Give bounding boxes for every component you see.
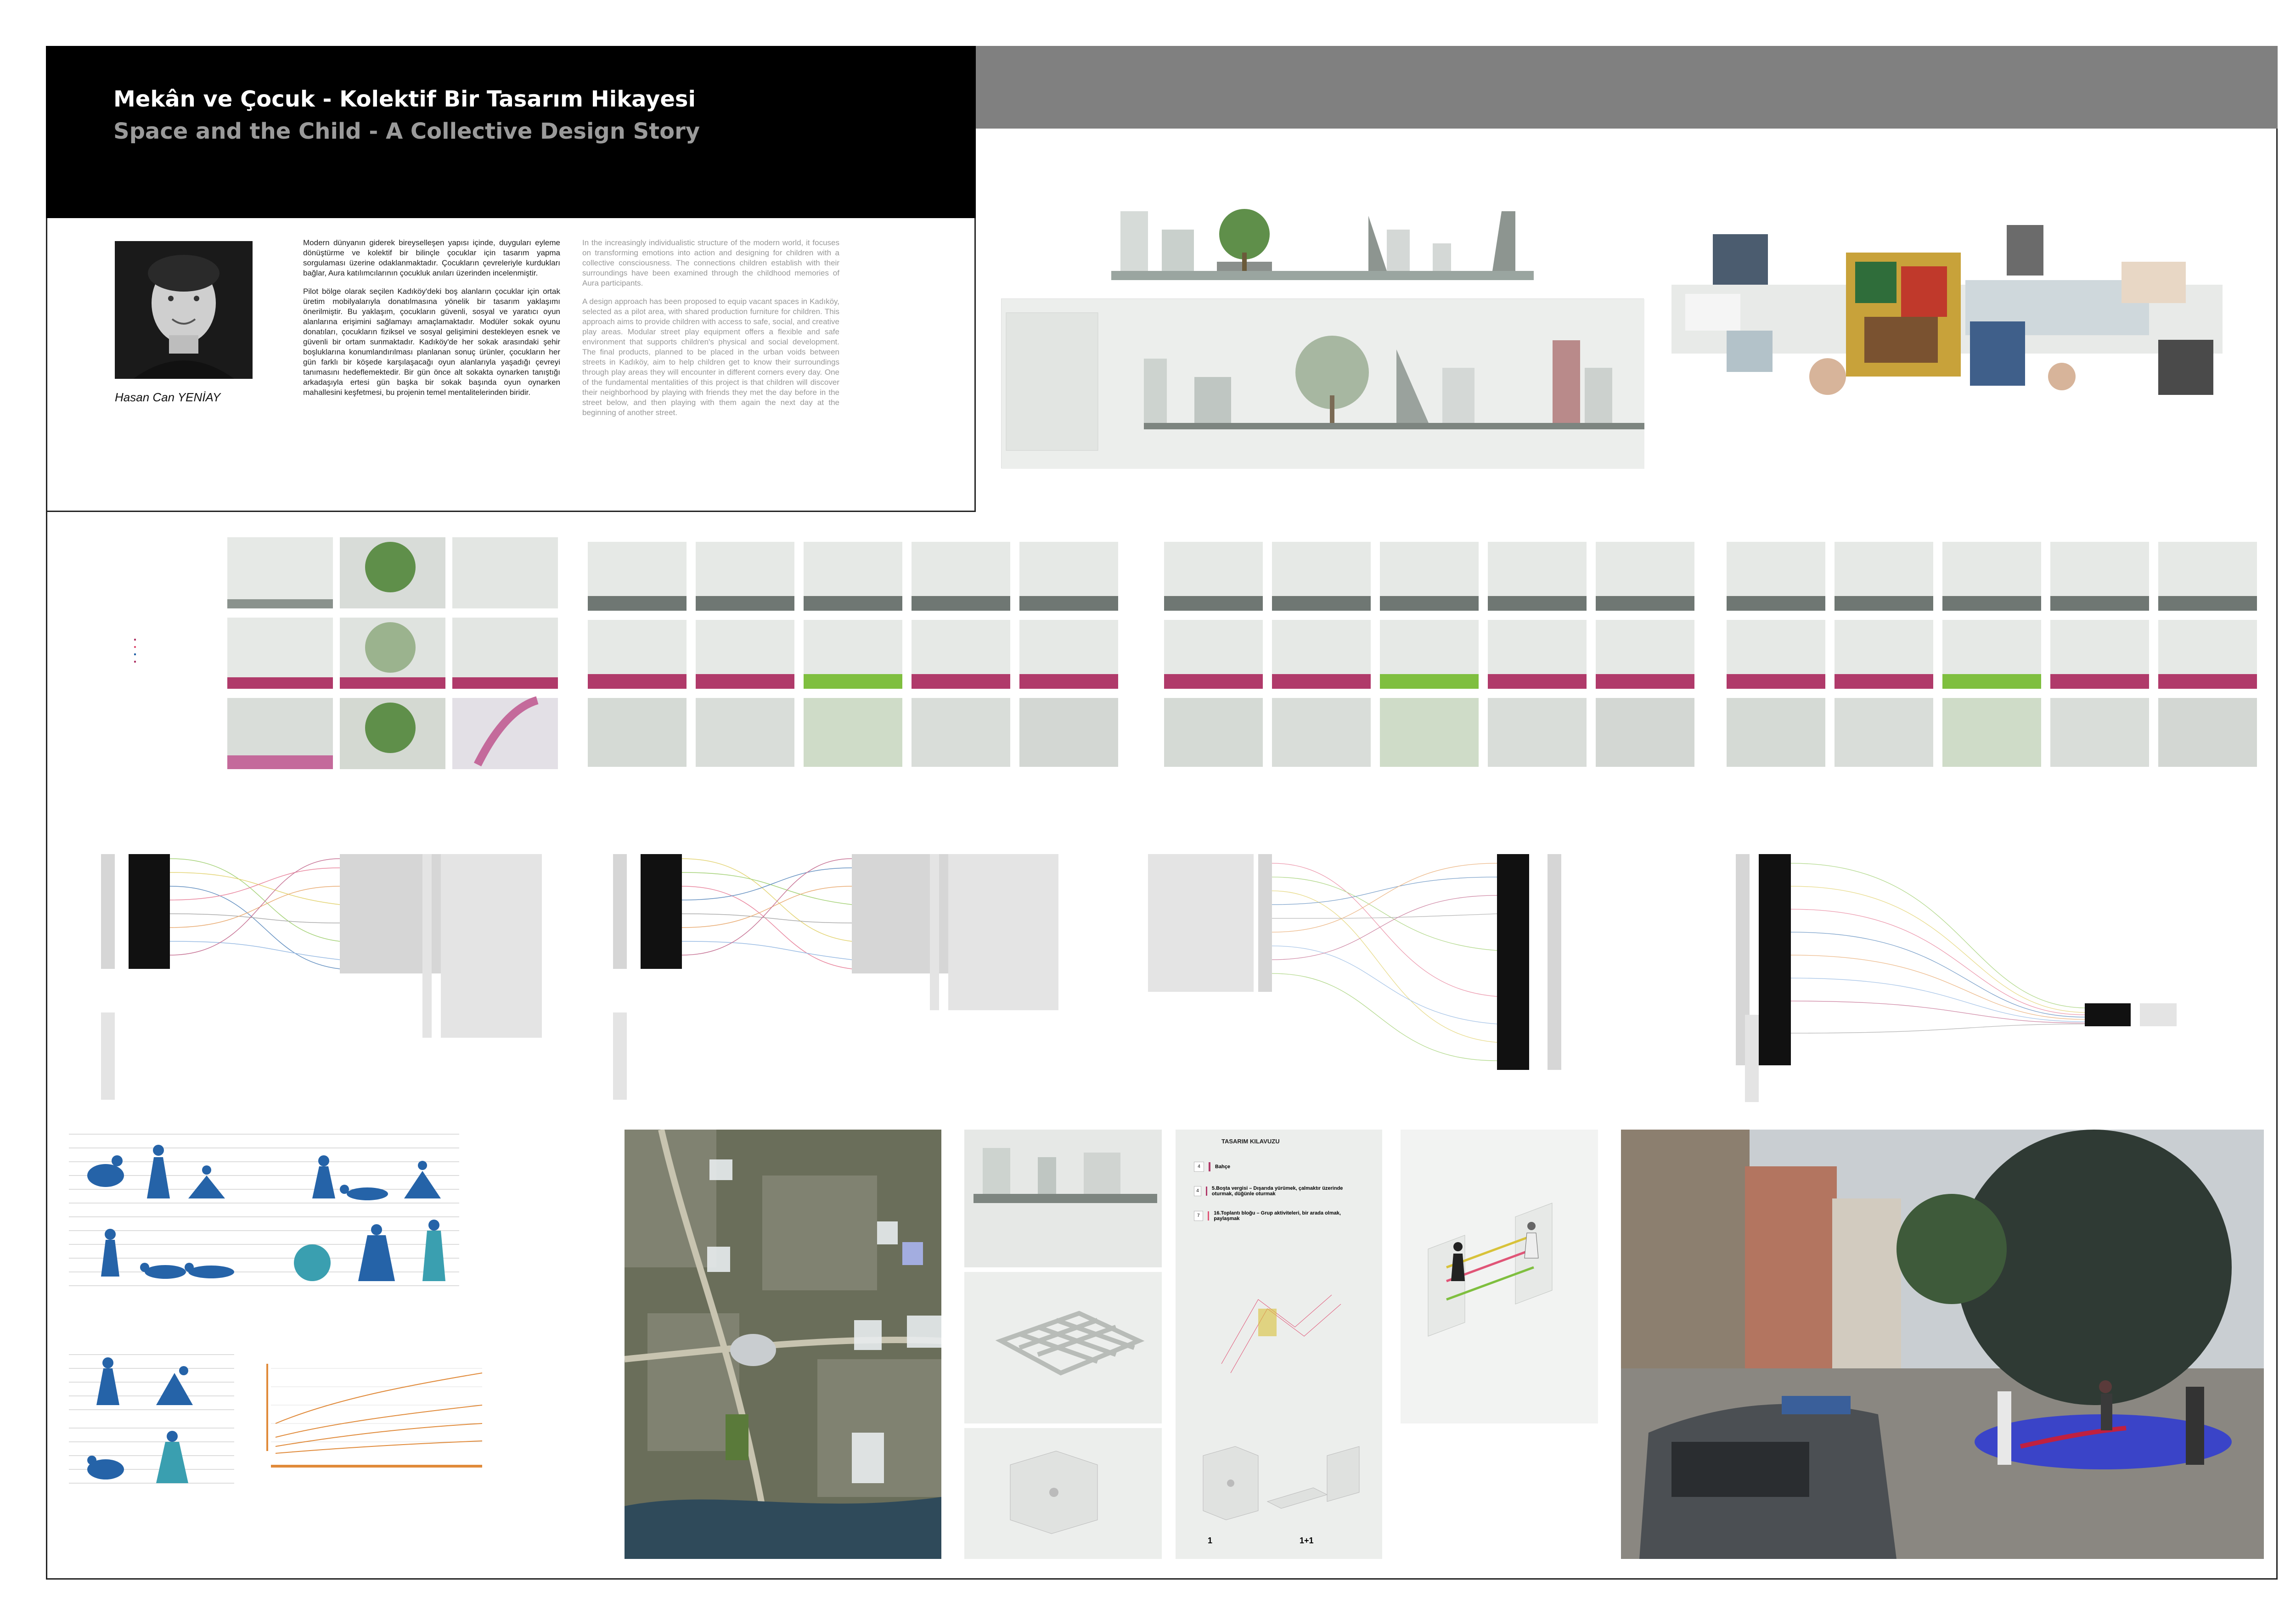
storyboard-group-2 <box>588 542 1127 769</box>
module-label-one-plus-one: 1+1 <box>1300 1536 1314 1545</box>
text-turkish <box>303 238 560 406</box>
storyboard-group-3 <box>1164 542 1704 769</box>
pose-figures-panel <box>55 1130 606 1313</box>
pose-figures-panel-2 <box>69 1350 234 1492</box>
mapping-diagram-4 <box>1736 849 2213 1102</box>
title-turkish: Mekân ve Çocuk - Kolektif Bir Tasarım Hikayesi <box>113 86 696 112</box>
guide-item-number: 4 <box>1194 1162 1204 1172</box>
street-section-small <box>1111 202 1534 285</box>
module-elevation <box>964 1130 1162 1267</box>
mapping-diagram-1 <box>101 849 560 1102</box>
module-grid <box>964 1272 1162 1423</box>
author-name: Hasan Can YENİAY <box>115 390 221 404</box>
text-tr-paragraph-2: Pilot bölge olarak seçilen Kadıköy'deki boş alanların çocuklar için ortak üretim mobilyalarıyla donatılmasına yönelik bir tasarım yaklaşımı önerilmiştir. Bu yaklaşım, çocukların güvenli, sosyal ve yaratıcı oyun alanlarına erişimini sağlamayı amaçlamaktadır. Modüler sokak oyunu donatıları, çocukların fiziksel ve sosyal gelişimini destekleyen esnek ve güvenli bir ortam sunmaktadır. Kadıköy'de her sokak arasındaki şehir boşluklarına konumlandırılması planlanan sonuç ürünler, çocukların her gün farklı bir köşede karşılaşacağı oyun alanlarıyla yaşadığı çevreyi tanımasını hedeflemektedir. Bir gün önce alt sokakta oynarken tanıştığı arkadaşıyla ertesi gün başka bir sokak başında oyun oynarken mahallesini keşfetmesi, bu projenin temel mentalitelerinden biridir. <box>303 287 560 397</box>
workshop-collage <box>1671 225 2223 418</box>
text-english <box>582 238 839 426</box>
mapping-diagram-3 <box>1148 849 1584 1070</box>
text-en-paragraph-2: A design approach has been proposed to equip vacant spaces in Kadıköy, selected as a pilot area, with shared production furniture for children. This approach aims to provide children with access to safe, social, and creative play areas. Modular street play equipment offers a flexible and safe environment that supports children's physical and social development. The final products, planned to be placed in the urban voids between streets in Kadıköy, aim to help children get to know their surroundings through play areas they will encounter in different corners every day. One of the fundamental mentalities of this project is that children will discover their neighborhood by playing with friends they met the day before in the street below, and then playing with them again the next day at the beginning of another street. <box>582 297 839 417</box>
guide-item-text: 16.Toplantı bloğu – Grup aktiviteleri, bir arada olmak, paylaşmak <box>1214 1210 1341 1221</box>
design-guide-item <box>1194 1210 1350 1221</box>
text-en-paragraph-1: In the increasingly individualistic structure of the modern world, it focuses on transforming emotions into action and designing for children with a collective consciousness. The connections children establish with their surroundings have been examined through the childhood memories of Aura participants. <box>582 238 839 287</box>
storyboard-group-4 <box>1727 542 2266 769</box>
guide-item-number: 4 <box>1194 1186 1201 1196</box>
street-section-large <box>1001 298 1644 468</box>
growth-chart <box>262 1359 537 1538</box>
guide-item-number: 7 <box>1194 1211 1203 1221</box>
design-guide-item <box>1194 1186 1350 1197</box>
design-guide-list <box>1194 1162 1350 1235</box>
design-guide-title: TASARIM KILAVUZU <box>1221 1138 1280 1145</box>
module-unit <box>964 1428 1162 1559</box>
text-tr-paragraph-1: Modern dünyanın giderek bireyselleşen yapısı içinde, duyguları eyleme dönüştürme ve kolektif bir bilinçle çocuklar için tasarım yapma sorgulaması üzerine odaklanmaktadır. Çocukların çevreleriyle kurdukları bağlar, Aura katılımcılarının çocukluk anıları üzerinden incelenmiştir. <box>303 238 560 277</box>
guide-item-marker <box>1208 1211 1210 1221</box>
aerial-map <box>625 1130 941 1559</box>
guide-item-text: Bahçe <box>1215 1164 1231 1170</box>
storyboard-group-1 <box>110 535 569 774</box>
design-guide <box>1176 1130 1382 1559</box>
mapping-diagram-2 <box>613 849 1072 1102</box>
guide-item-text: 5.Boşta vergisi – Dışarıda yürümek, çalmaktır üzerinde oturmak, düğünle oturmak <box>1211 1186 1343 1197</box>
module-label-one: 1 <box>1208 1536 1213 1545</box>
guide-item-marker <box>1206 1187 1207 1196</box>
author-portrait <box>115 241 253 379</box>
title-english: Space and the Child - A Collective Design Story <box>113 118 700 144</box>
guide-item-marker <box>1209 1162 1210 1171</box>
street-photo <box>1621 1130 2264 1559</box>
play-structure-axon <box>1401 1130 1598 1423</box>
header-gray-bar <box>976 46 2278 129</box>
design-guide-item <box>1194 1162 1350 1172</box>
